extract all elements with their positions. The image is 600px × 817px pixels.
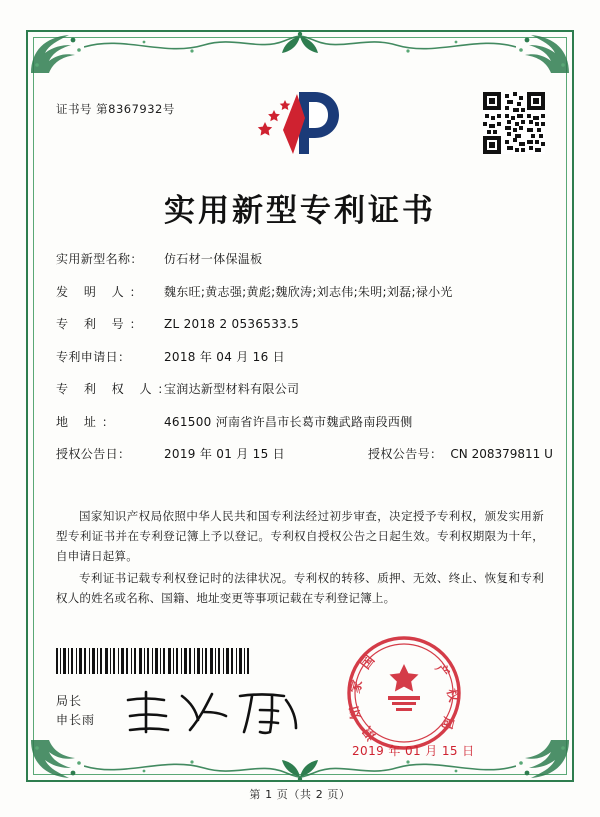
barcode-icon xyxy=(56,648,252,674)
field-label: 专 利 权 人： xyxy=(56,382,176,396)
field-value: 2018 年 04 月 16 日 xyxy=(164,349,285,364)
field-label: 实用新型名称： xyxy=(56,252,143,266)
handwritten-signature-icon xyxy=(120,686,310,738)
page-footer: 第 1 页（共 2 页） xyxy=(249,788,351,801)
signature-name-label: 申长雨 xyxy=(56,713,96,727)
paragraph: 国家知识产权局依照中华人民共和国专利法经过初步审查，决定授予专利权，颁发实用新型专利证书并在专利登记簿上予以登记。专利权自授权公告之日起生效。专利权期限为十年，自申请日起算。 xyxy=(56,509,544,563)
field-label: 地 址： xyxy=(56,414,120,429)
legal-text-block xyxy=(56,506,544,610)
svg-text:家: 家 xyxy=(348,678,367,695)
cnipa-logo-icon xyxy=(253,88,349,158)
field-value: 魏东旺;黄志强;黄彪;魏欣涛;刘志伟;朱明;刘磊;禄小光 xyxy=(164,284,453,299)
field-row-patentee xyxy=(56,382,548,397)
svg-text:产: 产 xyxy=(431,661,452,681)
field-label: 发 明 人： xyxy=(56,284,148,299)
field-value: ZL 2018 2 0536533.5 xyxy=(164,317,300,331)
certificate-number: 证书号 第8367932号 xyxy=(56,102,175,116)
seal-date: 2019 年 01 月 15 日 xyxy=(352,744,475,758)
corner-ornament-icon xyxy=(515,31,573,77)
signature-title-label: 局长 xyxy=(56,694,83,708)
svg-text:知: 知 xyxy=(347,704,365,721)
field-value-grant-date: 2019 年 01 月 15 日 xyxy=(164,447,285,461)
field-label-grant-number: 授权公告号： xyxy=(368,447,443,461)
svg-text:局: 局 xyxy=(437,715,456,732)
field-value: 461500 河南省许昌市长葛市魏武路南段西侧 xyxy=(164,414,413,429)
corner-ornament-icon xyxy=(27,736,85,782)
field-label: 专利申请日： xyxy=(56,349,131,364)
field-value: 仿石材一体保温板 xyxy=(164,252,263,266)
vine-ornament-icon xyxy=(84,31,516,61)
field-label: 专 利 号： xyxy=(56,317,148,331)
field-row-application-date xyxy=(56,350,548,365)
svg-text:国: 国 xyxy=(358,652,379,673)
field-row-grant xyxy=(56,447,553,462)
field-row-name xyxy=(56,252,548,267)
field-row-patent-no xyxy=(56,317,548,332)
field-row-address xyxy=(56,415,548,430)
qr-code-icon xyxy=(483,92,545,154)
paragraph: 专利证书记载专利权登记时的法律状况。专利权的转移、质押、无效、终止、恢复和专利权人的姓名或名称、国籍、地址变更等事项记载在专利登记簿上。 xyxy=(56,571,544,605)
field-value-grant-number: CN 208379811 U xyxy=(450,447,553,461)
signature-labels xyxy=(56,692,95,730)
page-title: 实用新型专利证书 xyxy=(164,193,436,229)
corner-ornament-icon xyxy=(515,736,573,782)
field-value: 宝润达新型材料有限公司 xyxy=(164,382,300,396)
field-list xyxy=(56,252,553,480)
official-red-seal-icon xyxy=(345,634,463,752)
field-label-grant-date: 授权公告日： xyxy=(56,447,131,461)
field-row-inventors xyxy=(56,285,548,300)
svg-text:权: 权 xyxy=(443,687,461,704)
corner-ornament-icon xyxy=(27,31,85,77)
svg-text:识: 识 xyxy=(360,723,381,743)
